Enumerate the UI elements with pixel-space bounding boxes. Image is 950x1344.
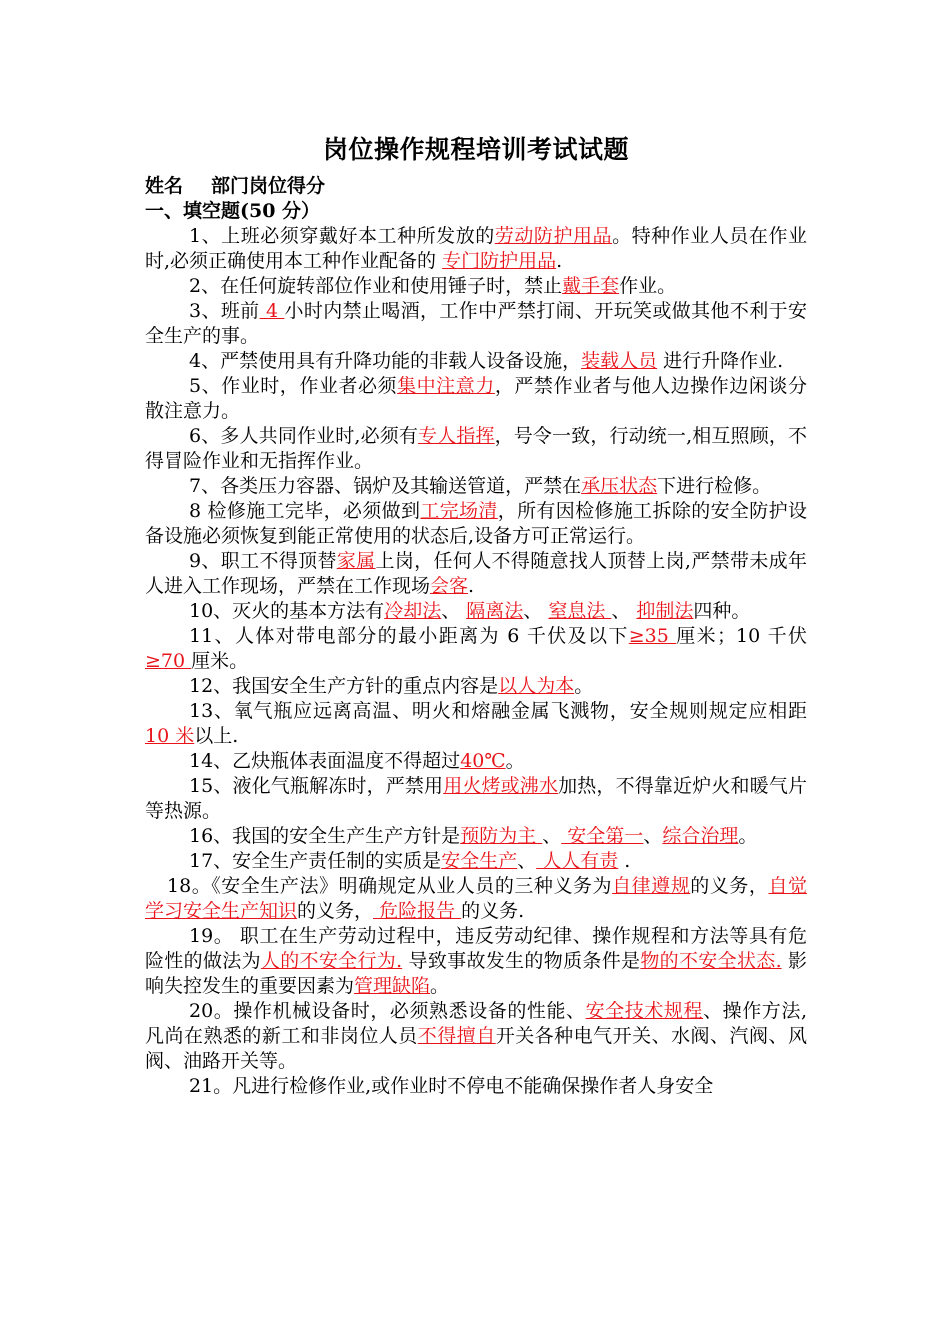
answer-blank: 戴手套: [562, 275, 620, 297]
answer-blank: 装载人员: [581, 350, 658, 372]
question-13: [145, 699, 807, 749]
answer-blank: 综合治理: [662, 825, 739, 847]
answer-blank: 管理缺陷: [354, 975, 431, 997]
question-text: 影响失控发生的重要因素为: [145, 950, 807, 997]
answer-blank: 安全技术规程: [585, 1000, 704, 1022]
question-2: [145, 274, 807, 299]
question-text: 。: [574, 675, 594, 697]
question-12: [145, 674, 807, 699]
question-text: 20。操作机械设备时，必须熟悉设备的性能、: [189, 1000, 586, 1022]
question-text: 进行升降作业.: [657, 350, 784, 372]
question-text: 加热，不得靠近炉火和暖气片等热源。: [145, 775, 807, 822]
answer-blank: 以人为本: [498, 675, 575, 697]
question-text: 开关各种电气开关、水阀、汽阀、风阀、油路开关等。: [145, 1025, 807, 1072]
question-text: 。: [430, 975, 450, 997]
question-text: 5、作业时，作业者必须: [189, 375, 398, 397]
question-text: 18。《安全生产法》明确规定从业人员的三种义务为: [167, 875, 613, 897]
question-text: 、: [441, 600, 467, 622]
answer-blank: 抑制法: [636, 600, 694, 622]
question-text: 12、我国安全生产方针的重点内容是: [189, 675, 499, 697]
question-text: 16、我国的安全生产生产方针是: [189, 825, 461, 847]
answer-blank: 集中注意力: [397, 375, 495, 397]
question-text: 的义务，: [297, 900, 374, 922]
answer-blank: 会客: [430, 575, 469, 597]
answer-blank: ≥70: [145, 650, 192, 672]
exam-page: [145, 128, 807, 1099]
question-5: [145, 374, 807, 424]
question-text: 的义务.: [461, 900, 525, 922]
question-text: ，号令一致，行动统一,相互照顾，不得冒险作业和无指挥作业。: [145, 425, 807, 472]
header-line: [145, 174, 807, 199]
question-text: 、操作方法,凡尚在熟悉的新工和非岗位人员: [145, 1000, 807, 1047]
question-14: [145, 749, 807, 774]
question-text: 21。凡进行检修作业,或作业时不停电不能确保操作者人身安全: [189, 1075, 714, 1097]
question-text: 11、人体对带电部分的最小距离为 6 千伏及以下: [189, 625, 629, 647]
question-16: [145, 824, 807, 849]
question-6: [145, 424, 807, 474]
section-heading: 一、填空题(50 分）: [145, 200, 321, 222]
answer-blank: 劳动防护用品: [494, 225, 613, 247]
question-text: 6、多人共同作业时,必须有: [189, 425, 419, 447]
question-text: 2、在任何旋转部位作业和使用锤子时，禁止: [189, 275, 563, 297]
question-text: 、: [643, 825, 663, 847]
answer-blank: 10 米: [145, 725, 195, 747]
question-list: [145, 224, 807, 1099]
question-text: 3、班前: [189, 300, 260, 322]
question-text: 15、液化气瓶解冻时，严禁用: [189, 775, 444, 797]
question-18: [145, 874, 807, 924]
answer-blank: 人人有责: [536, 850, 619, 872]
name-label: 姓名: [145, 175, 184, 197]
question-text: 7、各类压力容器、锅炉及其输送管道，严禁在: [189, 475, 582, 497]
question-10: [145, 599, 807, 624]
answer-blank: 不得擅自: [417, 1025, 496, 1047]
question-text: 14、乙炔瓶体表面温度不得超过: [189, 750, 461, 772]
question-text: ，所有因检修施工拆除的安全防护设备设施必须恢复到能正常使用的状态后,设备方可正常运行。: [145, 500, 807, 547]
question-19: [145, 924, 807, 999]
question-text: ，严禁作业者与他人边操作边闲谈分散注意力。: [145, 375, 807, 422]
question-text: .: [618, 850, 631, 872]
question-text: 厘米。: [191, 650, 249, 672]
answer-blank: 安全第一: [561, 825, 644, 847]
question-text: 1、上班必须穿戴好本工种所发放的: [189, 225, 495, 247]
answer-blank: 自律遵规: [612, 875, 691, 897]
answer-blank: 窒息法: [548, 600, 612, 622]
question-text: 、: [517, 850, 537, 872]
answer-blank: 预防为主: [460, 825, 543, 847]
question-text: 8 检修施工完毕，必须做到: [189, 500, 421, 522]
answer-blank: 承压状态: [581, 475, 658, 497]
question-text: 小时内禁止喝酒，工作中严禁打闹、开玩笑或做其他不利于安全生产的事。: [145, 300, 807, 347]
page-title: 岗位操作规程培训考试试题: [322, 135, 629, 164]
question-15: [145, 774, 807, 824]
dept-label: 部门岗位得分: [211, 175, 326, 197]
question-text: 下进行检修。: [657, 475, 772, 497]
answer-blank: 工完场清: [420, 500, 498, 522]
question-text: 17、安全生产责任制的实质是: [189, 850, 442, 872]
question-9: [145, 549, 807, 599]
question-text: 导致事故发生的物质条件是: [402, 950, 641, 972]
question-text: 、: [523, 600, 549, 622]
answer-blank: 物的不安全状态.: [640, 950, 782, 972]
answer-blank: 冷却法: [384, 600, 442, 622]
question-17: [145, 849, 807, 874]
question-7: [145, 474, 807, 499]
answer-blank: 家属: [336, 550, 376, 572]
question-text: 4、严禁使用具有升降功能的非载人设备设施，: [189, 350, 582, 372]
answer-blank: 自觉学习安全生产知识: [145, 875, 807, 922]
answer-blank: 专人指挥: [418, 425, 495, 447]
question-text: 10、灭火的基本方法有: [189, 600, 385, 622]
question-3: [145, 299, 807, 349]
question-21: [145, 1074, 807, 1099]
answer-blank: 隔离法: [466, 600, 524, 622]
question-text: 19。 职工在生产劳动过程中，违反劳动纪律、操作规程和方法等具有危险性的做法为: [145, 925, 807, 972]
question-text: .: [468, 575, 475, 597]
question-text: .: [556, 250, 563, 272]
question-text: 的义务，: [690, 875, 769, 897]
question-20: [145, 999, 807, 1074]
answer-blank: 用火烤或沸水: [443, 775, 559, 797]
question-4: [145, 349, 807, 374]
answer-blank: 40℃: [460, 750, 506, 772]
question-text: 、: [611, 600, 637, 622]
question-8: [145, 499, 807, 549]
question-text: 、: [542, 825, 562, 847]
answer-blank: 4: [259, 300, 285, 322]
question-text: 以上.: [194, 725, 239, 747]
question-text: 。: [505, 750, 525, 772]
question-text: 9、职工不得顶替: [189, 550, 337, 572]
answer-blank: 安全生产: [441, 850, 518, 872]
question-text: 。特种作业人员在作业时,必须正确使用本工种作业配备的: [145, 225, 807, 272]
question-text: 。: [738, 825, 758, 847]
question-text: 厘米；10 千伏: [676, 625, 808, 647]
question-text: 上岗，任何人不得随意找人顶替上岗,严禁带未成年人进入工作现场，严禁在工作现场: [145, 550, 807, 597]
answer-blank: 人的不安全行为.: [260, 950, 403, 972]
question-11: [145, 624, 807, 674]
question-text: 四种。: [693, 600, 751, 622]
question-1: [145, 224, 807, 274]
answer-blank: ≥35: [628, 625, 677, 647]
answer-blank: 危险报告: [373, 900, 462, 922]
question-text: 作业。: [619, 275, 677, 297]
answer-blank: 专门防护用品: [442, 250, 557, 272]
question-text: 13、氧气瓶应远离高温、明火和熔融金属飞溅物，安全规则规定应相距: [189, 700, 807, 722]
